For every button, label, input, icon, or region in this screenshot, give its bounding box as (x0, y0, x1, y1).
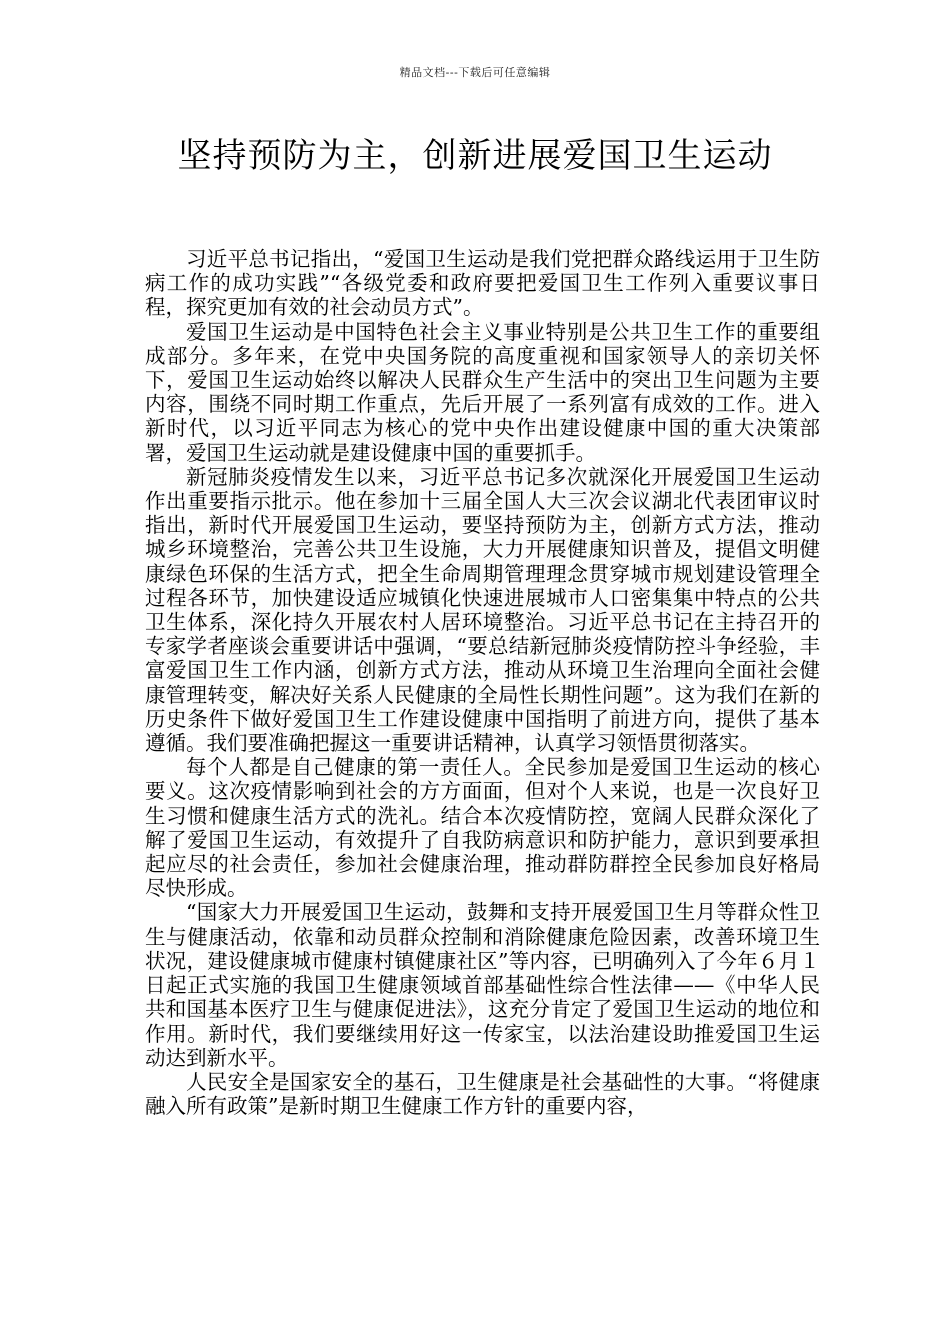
paragraph: 习近平总书记指出，“爱国卫生运动是我们党把群众路线运用于卫生防病工作的成功实践”“各级党委和政府要把爱国卫生工作列入重要议事日程，探究更加有效的社会动员方式”。 (145, 247, 820, 320)
paragraph: 新冠肺炎疫情发生以来，习近平总书记多次就深化开展爱国卫生运动作出重要指示批示。他在参加十三届全国人大三次会议湖北代表团审议时指出，新时代开展爱国卫生运动，要坚持预防为主，创新方式方法，推动城乡环境整治，完善公共卫生设施，大力开展健康知识普及，提倡文明健康绿色环保的生活方式，把全生命周期管理理念贯穿城市规划建设管理全过程各环节，加快建设适应城镇化快速进展城市人口密集集中特点的公共卫生体系，深化持久开展农村人居环境整治。习近平总书记在主持召开的专家学者座谈会重要讲话中强调，“要总结新冠肺炎疫情防控斗争经验，丰富爱国卫生工作内涵，创新方式方法，推动从环境卫生治理向全面社会健康管理转变，解决好关系人民健康的全局性长期性问题”。这为我们在新的历史条件下做好爱国卫生工作建设健康中国指明了前进方向，提供了基本遵循。我们要准确把握这一重要讲话精神，认真学习领悟贯彻落实。 (145, 464, 820, 756)
paragraph: 每个人都是自己健康的第一责任人。全民参加是爱国卫生运动的核心要义。这次疫情影响到社会的方方面面，但对个人来说，也是一次良好卫生习惯和健康生活方式的洗礼。结合本次疫情防控，宽阔人民群众深化了解了爱国卫生运动，有效提升了自我防病意识和防护能力，意识到要承担起应尽的社会责任，参加社会健康治理，推动群防群控全民参加良好格局尽快形成。 (145, 755, 820, 901)
paragraph: 爱国卫生运动是中国特色社会主义事业特别是公共卫生工作的重要组成部分。多年来，在党中央国务院的高度重视和国家领导人的亲切关怀下，爱国卫生运动始终以解决人民群众生产生活中的突出卫生问题为主要内容，围绕不同时期工作重点，先后开展了一系列富有成效的工作。进入新时代，以习近平同志为核心的党中央作出建设健康中国的重大决策部署，爱国卫生运动就是建设健康中国的重要抓手。 (145, 319, 820, 465)
paragraph: “国家大力开展爱国卫生运动，鼓舞和支持开展爱国卫生月等群众性卫生与健康活动，依靠和动员群众控制和消除健康危险因素，改善环境卫生状况，建设健康城市健康村镇健康社区”等内容，已明确列入了今年６月１日起正式实施的我国卫生健康领域首部基础性综合性法律——《中华人民共和国基本医疗卫生与健康促进法》，这充分肯定了爱国卫生运动的地位和作用。新时代，我们要继续用好这一传家宝，以法治建设助推爱国卫生运动达到新水平。 (145, 900, 820, 1070)
page-header: 精品文档---下载后可任意编辑 (399, 66, 551, 79)
document-title: 坚持预防为主，创新进展爱国卫生运动 (177, 136, 773, 176)
document-body (145, 247, 820, 1118)
paragraph: 人民安全是国家安全的基石，卫生健康是社会基础性的大事。“将健康融入所有政策”是新时期卫生健康工作方针的重要内容， (145, 1069, 820, 1119)
